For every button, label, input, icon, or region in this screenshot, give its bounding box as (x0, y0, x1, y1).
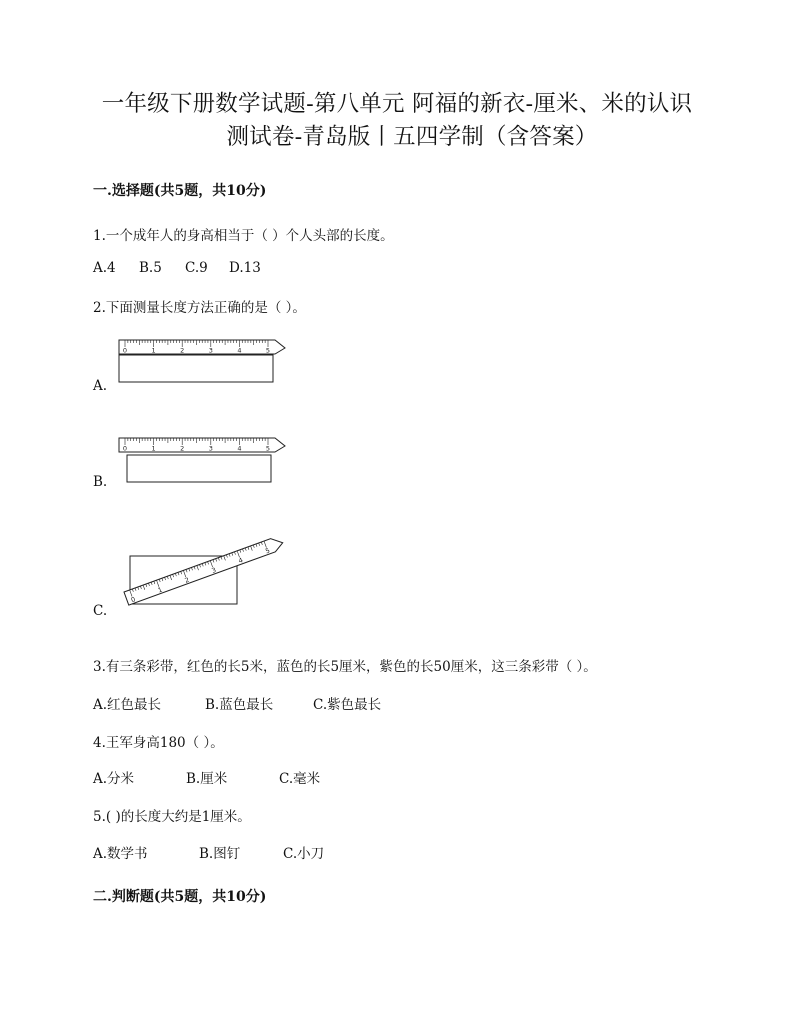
ruler-number: 5 (264, 546, 271, 556)
ruler-number: 0 (129, 595, 137, 605)
option: B.蓝色最长 (205, 697, 274, 713)
ruler-number: 3 (208, 444, 213, 453)
ruler-number: 1 (151, 444, 156, 453)
question-2: 2.下面测量长度方法正确的是（ ）。 (93, 300, 306, 316)
option: A.红色最长 (93, 697, 162, 713)
ruler-number: 0 (122, 444, 128, 453)
section-heading-judgement: 二.判断题(共5题，共10分) (93, 889, 267, 905)
title-line-2: 测试卷-青岛版丨五四学制（含答案） (226, 124, 598, 150)
ruler-a (119, 340, 285, 355)
figure-a-label: A. (93, 378, 108, 394)
ruler-number: 2 (180, 346, 185, 355)
figure-c-label: C. (93, 603, 108, 619)
question-4: 4.王军身高180（ ）。 (93, 735, 224, 751)
option: A.数学书 (93, 846, 148, 862)
section-heading-choice: 一.选择题(共5题，共10分) (93, 183, 267, 199)
ruler-number: 2 (180, 444, 185, 453)
figure-b-label: B. (93, 474, 108, 490)
option: C.9 (185, 260, 208, 276)
option: B.厘米 (186, 771, 228, 787)
ruler-number: 0 (122, 346, 128, 355)
option: A.4 (93, 260, 116, 276)
ruler-number: 4 (237, 346, 242, 355)
question-1-options (93, 260, 261, 276)
measured-strip (127, 455, 271, 482)
option: C.紫色最长 (313, 697, 382, 713)
ruler-number: 5 (265, 346, 271, 355)
option: D.13 (229, 260, 261, 276)
ruler-number: 3 (210, 566, 218, 575)
measured-strip (119, 355, 273, 382)
question-1: 1.一个成年人的身高相当于（ ）个人头部的长度。 (93, 228, 394, 244)
ruler-b (119, 438, 285, 453)
figure-c-ruler-measure (118, 534, 298, 614)
option: C.小刀 (283, 846, 325, 862)
option: C.毫米 (279, 771, 321, 787)
option: B.图钉 (199, 846, 241, 862)
ruler-number: 5 (265, 444, 271, 453)
question-5-options (93, 842, 324, 862)
figure-a-ruler-measure (115, 338, 315, 388)
question-3: 3.有三条彩带，红色的长5米，蓝色的长5厘米，紫色的长50厘米，这三条彩带（ ）。 (93, 659, 597, 675)
option: A.分米 (93, 771, 135, 787)
question-4-options (93, 767, 320, 787)
document-title (70, 88, 724, 154)
ruler-number: 4 (237, 444, 242, 453)
question-5: 5.( )的长度大约是1厘米。 (93, 809, 251, 825)
figure-b-ruler-measure (115, 436, 315, 486)
ruler-number: 2 (183, 575, 191, 585)
option: B.5 (139, 260, 162, 276)
ruler-number: 4 (237, 556, 245, 566)
ruler-number: 1 (156, 585, 164, 595)
title-line-1: 一年级下册数学试题-第八单元 阿福的新衣-厘米、米的认识 (101, 91, 693, 117)
ruler-number: 3 (208, 346, 213, 355)
ruler-number: 1 (151, 346, 156, 355)
question-3-options (93, 693, 381, 713)
